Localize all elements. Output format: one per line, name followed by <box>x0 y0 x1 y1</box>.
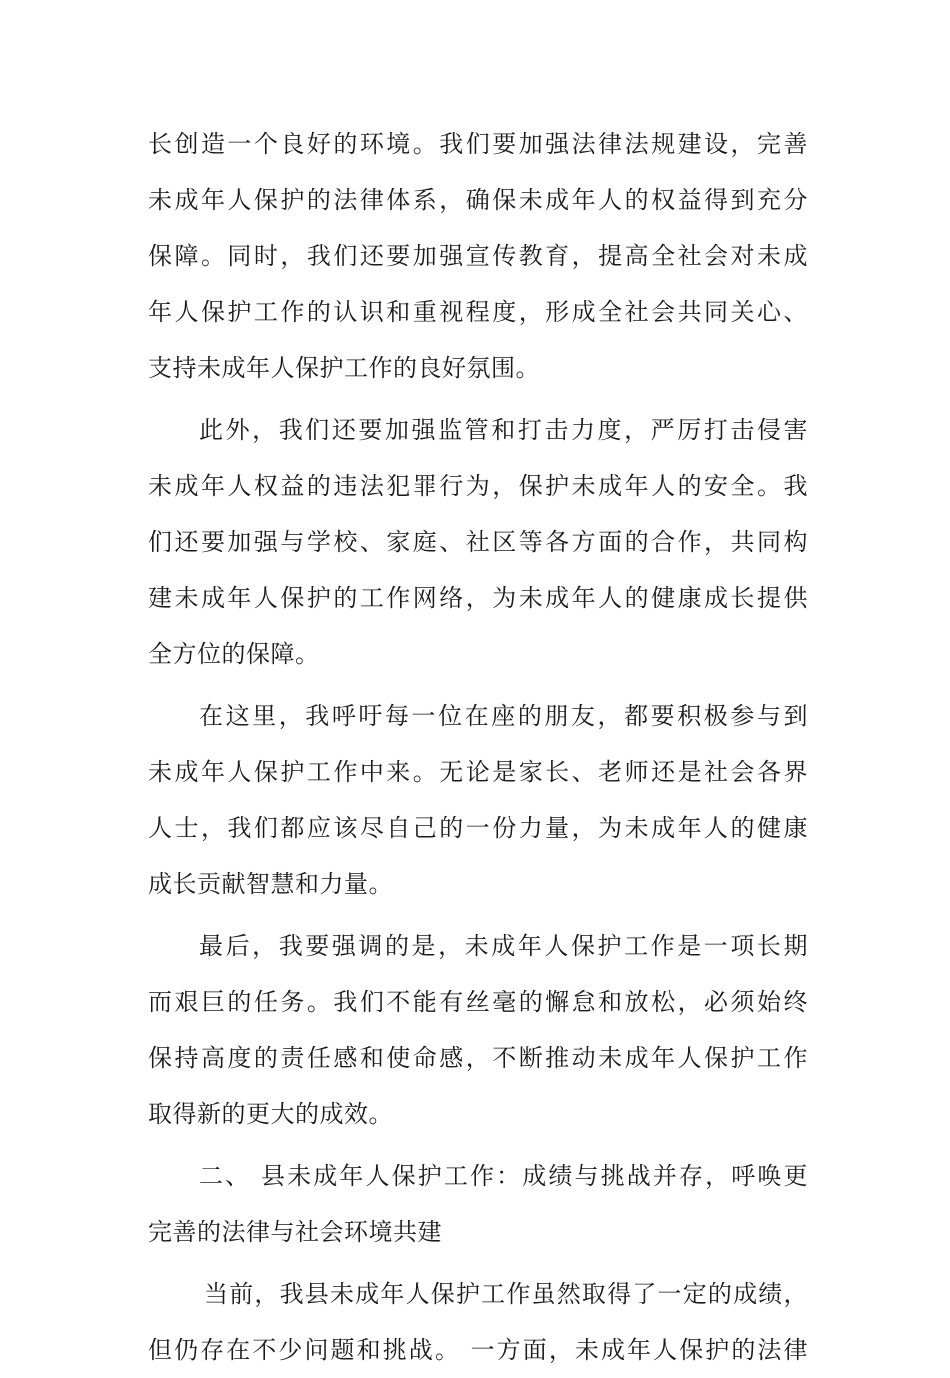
text-line: 保障。同时，我们还要加强宣传教育，提高全社会对未成 <box>148 242 808 270</box>
text-line: 此外，我们还要加强监管和打击力度，严厉打击侵害 <box>199 416 808 444</box>
heading-line: 完善的法律与社会环境共建 <box>148 1218 442 1246</box>
text-line: 支持未成年人保护工作的良好氛围。 <box>148 354 540 382</box>
document-page <box>148 116 808 1378</box>
text-line: 取得新的更大的成效。 <box>148 1100 393 1128</box>
text-line: 们还要加强与学校、家庭、社区等各方面的合作，共同构 <box>148 528 808 556</box>
text-line: 在这里，我呼吁每一位在座的朋友，都要积极参与到 <box>199 702 808 730</box>
text-line: 长创造一个良好的环境。我们要加强法律法规建设，完善 <box>148 130 808 158</box>
paragraph-6 <box>148 1266 808 1378</box>
text-line: 人士，我们都应该尽自己的一份力量，为未成年人的健康 <box>148 814 808 842</box>
text-line: 保持高度的责任感和使命感，不断推动未成年人保护工作 <box>148 1044 808 1072</box>
text-line: 而艰巨的任务。我们不能有丝毫的懈怠和放松，必须始终 <box>148 988 808 1016</box>
text-line: 但仍存在不少问题和挑战。 一方面，未成年人保护的法律 <box>148 1336 808 1364</box>
text-line: 成长贡献智慧和力量。 <box>148 870 393 898</box>
paragraph-3 <box>148 688 808 918</box>
text-line: 未成年人保护工作中来。无论是家长、老师还是社会各界 <box>148 758 808 786</box>
section-heading <box>148 1148 808 1266</box>
text-line: 建未成年人保护的工作网络，为未成年人的健康成长提供 <box>148 584 808 612</box>
text-line: 未成年人权益的违法犯罪行为，保护未成年人的安全。我 <box>148 472 808 500</box>
paragraph-1 <box>148 116 808 402</box>
paragraph-4 <box>148 918 808 1148</box>
paragraph-2 <box>148 402 808 688</box>
text-line: 当前，我县未成年人保护工作虽然取得了一定的成绩， <box>204 1280 808 1308</box>
heading-line: 二、 县未成年人保护工作：成绩与挑战并存，呼唤更 <box>199 1162 808 1190</box>
text-line: 最后，我要强调的是，未成年人保护工作是一项长期 <box>199 932 808 960</box>
text-line: 未成年人保护的法律体系，确保未成年人的权益得到充分 <box>148 186 808 214</box>
text-line: 年人保护工作的认识和重视程度，形成全社会共同关心、 <box>148 298 808 326</box>
text-line: 全方位的保障。 <box>148 640 320 668</box>
